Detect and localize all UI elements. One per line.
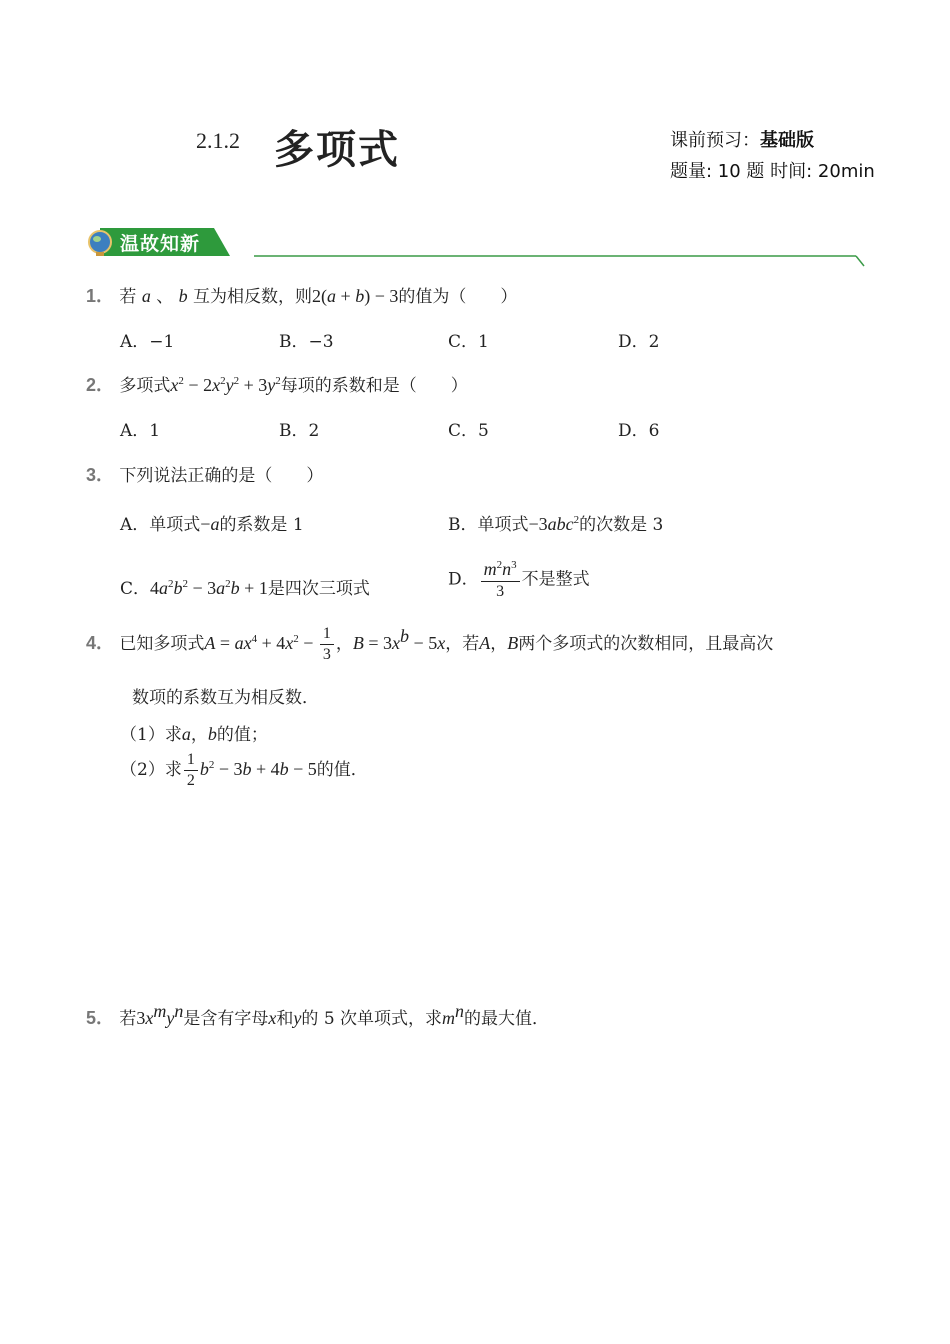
section-divider (254, 253, 866, 269)
option-label: B．单项式 (448, 515, 529, 535)
option-a[interactable]: A．−1 (120, 332, 175, 352)
question-text: 若 (119, 1009, 137, 1029)
section-number: 2.1.2 (196, 128, 240, 153)
page-title: 多项式 (274, 127, 400, 173)
option-b[interactable]: B．2 (279, 421, 320, 441)
option-c[interactable]: C．1 (448, 332, 489, 352)
option-label: D． (448, 569, 479, 590)
question-text: （1）求 (120, 725, 182, 745)
question-text: 和 (276, 1009, 294, 1029)
question-text: 的 5 次单项式，求 (301, 1009, 443, 1029)
question-text: 两个多项式的次数相同，且最高次 (518, 634, 774, 654)
question-text: ，若 (445, 634, 480, 654)
question-text: 下列说法正确的是（ ） (119, 466, 324, 486)
question-count-time: 题量: 10 题 时间: 20min (670, 161, 875, 182)
question-text: 是含有字母 (183, 1009, 269, 1029)
option-c[interactable]: C．5 (448, 421, 489, 441)
question-3 (86, 461, 323, 487)
question-4-continued: 数项的系数互为相反数． (132, 688, 319, 708)
question-4: 4． 已知多项式$A = ax^4 + 4x^2$ − $\frac{1}{3}$ ，$B = 3x^b - 5x$，若A，B两个多项式的次数相同，且最高次 (86, 625, 774, 663)
question-text: 的最大值． (464, 1009, 550, 1029)
question-number: 1． (86, 286, 115, 306)
option-b[interactable]: B．−3 (279, 332, 334, 352)
fraction: $\frac{m^2n^3}{3}$ (481, 560, 520, 600)
question-text: （2）求 (120, 760, 182, 780)
option-text: 不是整式 (521, 569, 590, 590)
question-text: 互为相反数，则 (193, 287, 313, 307)
question-number: 3． (86, 465, 115, 485)
option-d[interactable]: D．2 (618, 332, 660, 352)
option-c[interactable]: C．$4a^2b^2 - 3a^2b + 1$是四次三项式 (120, 578, 370, 599)
option-a[interactable]: A．单项式−a的系数是 1 (120, 514, 304, 535)
option-text: 的系数是 1 (219, 515, 304, 535)
fraction: $\frac{1}{2}$ (184, 752, 198, 789)
lesson-type (670, 126, 814, 152)
option-a[interactable]: A．1 (120, 421, 161, 441)
question-text: 、 (156, 287, 174, 307)
option-d[interactable] (448, 560, 590, 600)
option-d[interactable]: D．6 (618, 421, 660, 441)
question-5: 5． 若$3x^my^n$是含有字母x和y的 5 次单项式，求$m^n$的最大值． (86, 1001, 550, 1029)
option-text: 是四次三项式 (267, 579, 370, 599)
question-2: 2． 多项式$x^2 - 2x^2y^2 + 3y^2$每项的系数和是（ ） (86, 375, 468, 396)
lesson-type-label: 课前预习： (670, 130, 760, 151)
option-text: 的次数是 3 (579, 515, 664, 535)
section-banner (86, 226, 232, 258)
question-text: 的值． (316, 760, 368, 780)
question-text: 的值为（ ） (398, 287, 518, 307)
question-text: 多项式 (119, 376, 171, 396)
question-1: 1． 若 a 、 b 互为相反数，则2(a + b) − 3的值为（ ） (86, 286, 518, 307)
sub-question-1: （1）求a，b的值； (120, 724, 268, 745)
lesson-level: 基础版 (760, 130, 814, 151)
question-text: 每项的系数和是（ ） (280, 376, 468, 396)
banner-label: 温故知新 (120, 233, 201, 255)
question-number: 2． (86, 375, 115, 395)
option-label: A．单项式 (120, 515, 201, 535)
option-label: C． (120, 579, 151, 599)
option-b[interactable]: B．单项式−3abc$^2$的次数是 3 (448, 514, 664, 535)
question-number: 5． (86, 1008, 115, 1028)
question-text: 的值； (216, 725, 268, 745)
sub-question-2: （2）求 $\frac{1}{2}$ $b^2 - 3b + 4b - 5$的值． (120, 751, 368, 789)
fraction: $\frac{1}{3}$ (320, 626, 334, 663)
question-text: 若 (119, 287, 137, 307)
question-number: 4． (86, 633, 115, 653)
question-text: 已知多项式 (119, 634, 205, 654)
